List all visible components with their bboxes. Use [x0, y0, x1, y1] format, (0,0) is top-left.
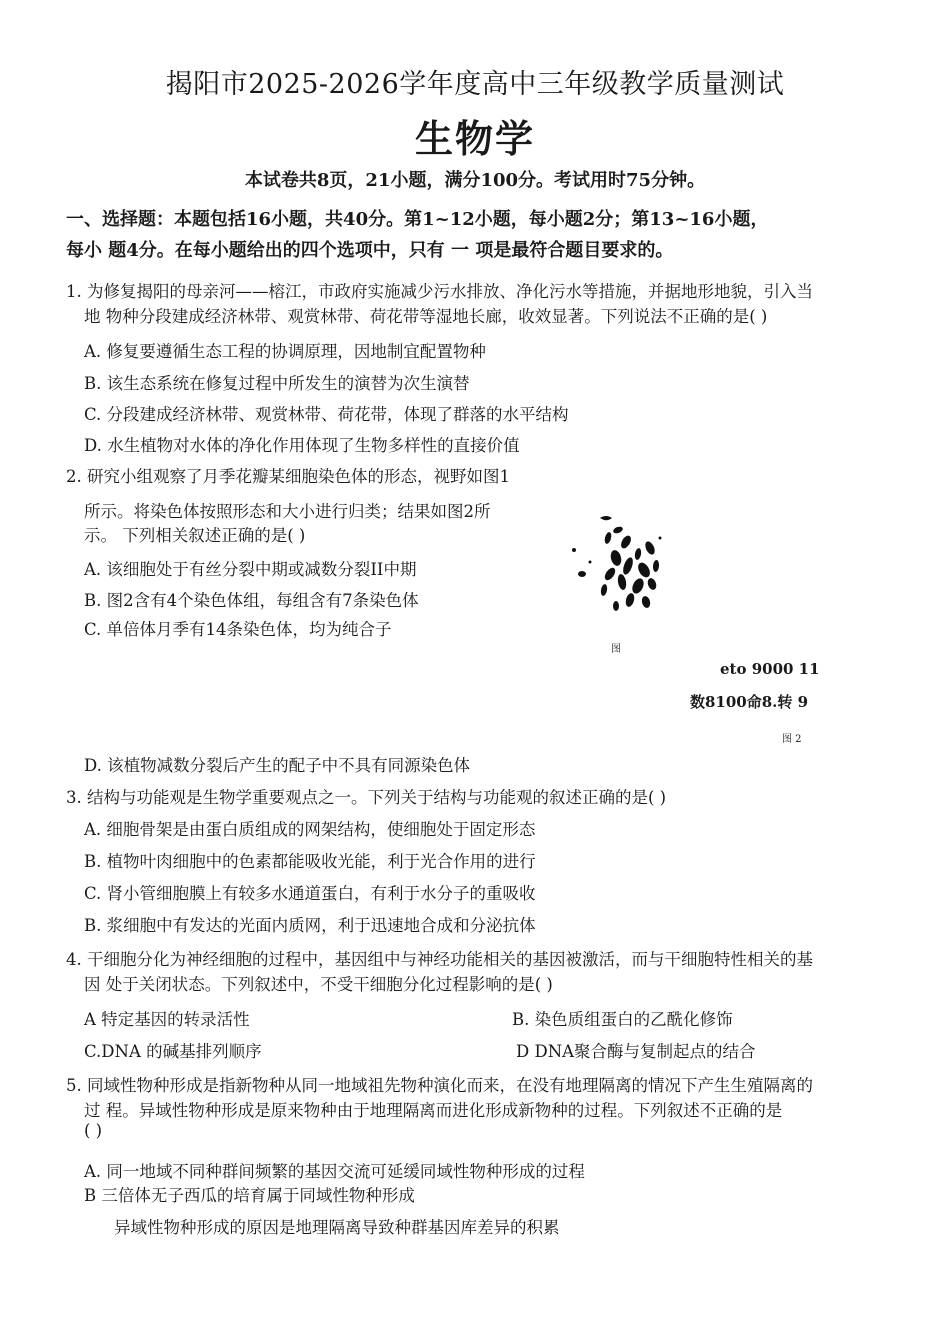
q2-option-a: A. 该细胞处于有丝分裂中期或减数分裂II中期 [84, 560, 417, 579]
section-heading-line2: 每小 题4分。在每小题给出的四个选项中，只有 一 项是最符合题目要求的。 [66, 240, 674, 261]
q1-option-c: C. 分段建成经济林带、观赏林带、荷花带，体现了群落的水平结构 [84, 405, 569, 424]
q2-stem-line1: 2. 研究小组观察了月季花瓣某细胞染色体的形态，视野如图1 [66, 467, 510, 486]
q4-stem-line1: 4. 干细胞分化为神经细胞的过程中，基因组中与神经功能相关的基因被激活，而与干细胞特性相关的基 [66, 950, 813, 969]
section-heading-line1: 一、选择题：本题包括16小题，共40分。第1~12小题，每小题2分；第13~16小题， [66, 209, 769, 230]
q4-option-c: C.DNA 的碱基排列顺序 [84, 1042, 262, 1061]
q3-stem: 3. 结构与功能观是生物学重要观点之一。下列关于结构与功能观的叙述正确的是( ) [66, 788, 667, 807]
q4-option-d: D DNA聚合酶与复制起点的结合 [516, 1042, 756, 1061]
q2-stem-line3: 示。 下列相关叙述正确的是( ) [84, 526, 306, 545]
q1-option-a: A. 修复要遵循生态工程的协调原理，因地制宜配置物种 [84, 342, 486, 361]
q5-option-c: 异域性物种形成的原因是地理隔离导致种群基因库差异的积累 [114, 1218, 560, 1237]
q1-stem-line2: 地 物种分段建成经济林带、观赏林带、荷花带等湿地长廊，收效显著。下列说法不正确的是( ) [84, 307, 768, 326]
figure2-row1: eto 9000 11 [720, 660, 820, 678]
q5-option-b: B 三倍体无子西瓜的培育属于同域性物种形成 [84, 1186, 415, 1205]
q2-option-d: D. 该植物减数分裂后产生的配子中不具有同源染色体 [84, 756, 471, 775]
figure2-label: 图 2 [782, 734, 802, 745]
q1-option-b: B. 该生态系统在修复过程中所发生的演替为次生演替 [84, 374, 470, 393]
q4-option-a: A 特定基因的转录活性 [84, 1010, 250, 1029]
q3-option-a: A. 细胞骨架是由蛋白质组成的网架结构，使细胞处于固定形态 [84, 820, 536, 839]
q3-option-d: B. 浆细胞中有发达的光面内质网，利于迅速地合成和分泌抗体 [84, 916, 536, 935]
q3-option-b: B. 植物叶肉细胞中的色素都能吸收光能，利于光合作用的进行 [84, 852, 536, 871]
q5-stem-line3: ( ) [84, 1121, 103, 1140]
q5-option-a: A. 同一地域不同种群间频繁的基因交流可延缓同域性物种形成的过程 [84, 1162, 585, 1181]
q2-stem-line2: 所示。将染色体按照形态和大小进行归类；结果如图2所 [84, 502, 491, 521]
chromosome-micrograph-figure1 [560, 508, 670, 628]
q5-stem-line2: 过 程。异域性物种形成是原来物种由于地理隔离而进化形成新物种的过程。下列叙述不正确的是 [84, 1101, 783, 1120]
q2-option-b: B. 图2含有4个染色体组，每组含有7条染色体 [84, 591, 419, 610]
q1-stem-line1: 1. 为修复揭阳的母亲河——榕江，市政府实施减少污水排放、净化污水等措施，并据地形地貌，引入当 [66, 282, 813, 301]
q4-option-b: B. 染色质组蛋白的乙酰化修饰 [512, 1010, 733, 1029]
q1-option-d: D. 水生植物对水体的净化作用体现了生物多样性的直接价值 [84, 436, 520, 455]
figure2-row2: 数8100命8.转 9 [690, 693, 809, 711]
q3-option-c: C. 肾小管细胞膜上有较多水通道蛋白，有利于水分子的重吸收 [84, 884, 536, 903]
q4-stem-line2: 因 处于关闭状态。下列叙述中，不受干细胞分化过程影响的是( ) [84, 975, 553, 994]
subject-title: 生物学 [414, 116, 535, 161]
q2-option-c: C. 单倍体月季有14条染色体，均为纯合子 [84, 620, 392, 639]
exam-title: 揭阳市2025-2026学年度高中三年级教学质量测试 [165, 69, 785, 100]
q5-stem-line1: 5. 同域性物种形成是指新物种从同一地域祖先物种演化而来，在没有地理隔离的情况下产生生殖隔离的 [66, 1076, 813, 1095]
exam-info: 本试卷共8页，21小题，满分100分。考试用时75分钟。 [244, 170, 706, 191]
figure1-label: 图 [611, 644, 621, 655]
